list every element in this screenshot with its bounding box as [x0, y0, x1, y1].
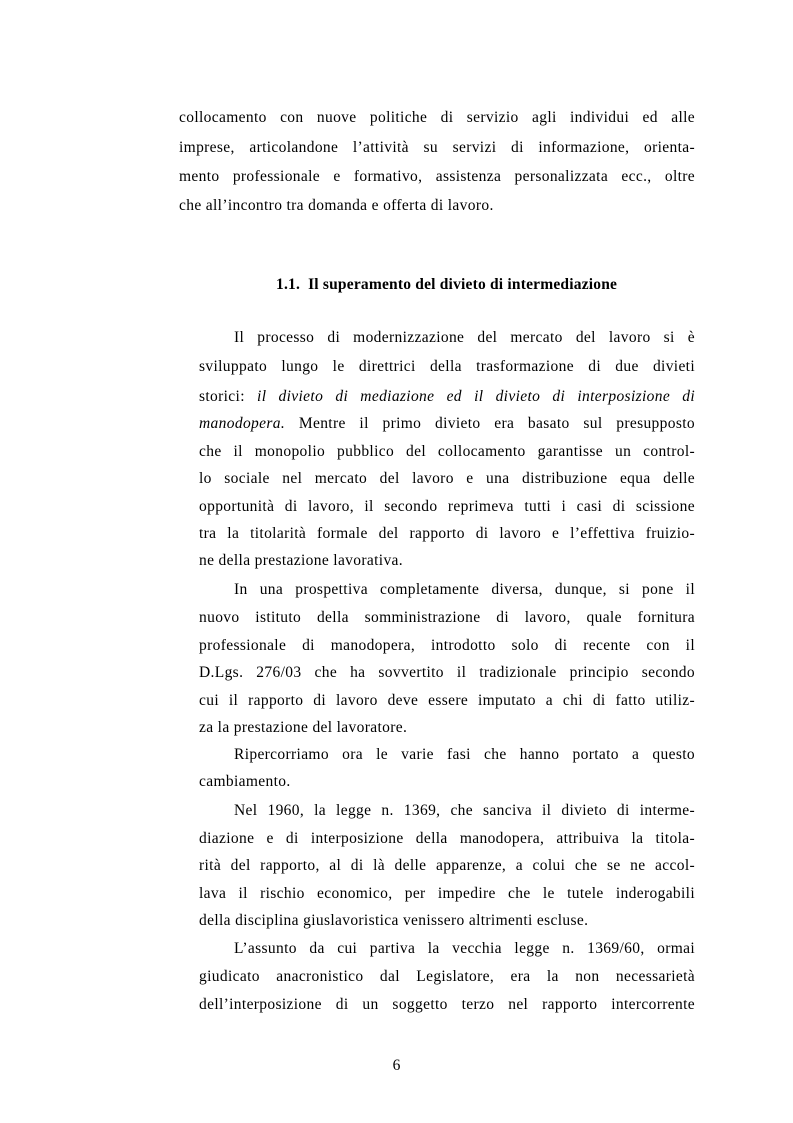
text-line: D.Lgs. 276/03 che ha sovvertito il tradizionale principio secondo — [199, 664, 695, 681]
text-line: L’assunto da cui partiva la vecchia legge n. 1369/60, ormai — [234, 940, 695, 957]
text-line: Il processo di modernizzazione del mercato del lavoro si è — [234, 329, 695, 346]
text-line: imprese, articolandone l’attività su servizi di informazione, orienta- — [179, 139, 695, 156]
text-line: dell’interposizione di un soggetto terzo nel rapporto intercorrente — [199, 996, 695, 1013]
section-title: Il superamento del divieto di intermediazione — [308, 276, 618, 293]
text-line: ne della prestazione lavorativa. — [199, 552, 403, 569]
text-line: collocamento con nuove politiche di servizio agli individui ed alle — [179, 109, 695, 126]
text-line: sviluppato lungo le direttrici della trasformazione di due divieti — [199, 358, 695, 375]
text-line: Ripercorriamo ora le varie fasi che hanno portato a questo — [234, 746, 695, 763]
text-line: za la prestazione del lavoratore. — [199, 719, 408, 736]
section-heading — [276, 275, 617, 295]
text-line: rità del rapporto, al di là delle apparenze, a colui che se ne accol- — [199, 857, 695, 874]
text-line: giudicato anacronistico dal Legislatore, era la non necessarietà — [199, 968, 695, 985]
italic-text: manodopera. — [199, 415, 286, 432]
text-line: cambiamento. — [199, 773, 291, 790]
text-line: opportunità di lavoro, il secondo reprimeva tutti i casi di scissione — [199, 498, 695, 515]
text-line: tra la titolarità formale del rapporto di lavoro e l’effettiva fruizio- — [199, 525, 695, 542]
text-line — [199, 387, 695, 407]
text-line: che il monopolio pubblico del collocamento garantisse un control- — [199, 443, 695, 460]
italic-text: il divieto di mediazione ed il divieto di interposizione di — [257, 388, 696, 405]
text-line: lava il rischio economico, per impedire che le tutele inderogabili — [199, 885, 695, 902]
page-number: 6 — [392, 1057, 401, 1074]
text-line: della disciplina giuslavoristica venissero altrimenti escluse. — [199, 912, 589, 929]
text-line: diazione e di interposizione della manodopera, attribuiva la titola- — [199, 830, 695, 847]
text-line: mento professionale e formativo, assistenza personalizzata ecc., oltre — [179, 168, 695, 185]
text-line: cui il rapporto di lavoro deve essere imputato a chi di fatto utiliz- — [199, 692, 695, 709]
text-line: nuovo istituto della somministrazione di lavoro, quale fornitura — [199, 609, 695, 626]
text-line: Nel 1960, la legge n. 1369, che sanciva il divieto di interme- — [234, 802, 695, 819]
text-line: professionale di manodopera, introdotto solo di recente con il — [199, 637, 695, 654]
text-line: In una prospettiva completamente diversa, dunque, si pone il — [234, 581, 695, 598]
text-span: storici: — [199, 388, 258, 405]
section-number: 1.1. — [276, 276, 301, 293]
text-line: che all’incontro tra domanda e offerta di lavoro. — [179, 197, 494, 214]
text-span: Mentre il primo divieto era basato sul presupposto — [285, 415, 695, 432]
text-line: lo sociale nel mercato del lavoro e una distribuzione equa delle — [199, 470, 695, 487]
text-line — [199, 414, 695, 434]
